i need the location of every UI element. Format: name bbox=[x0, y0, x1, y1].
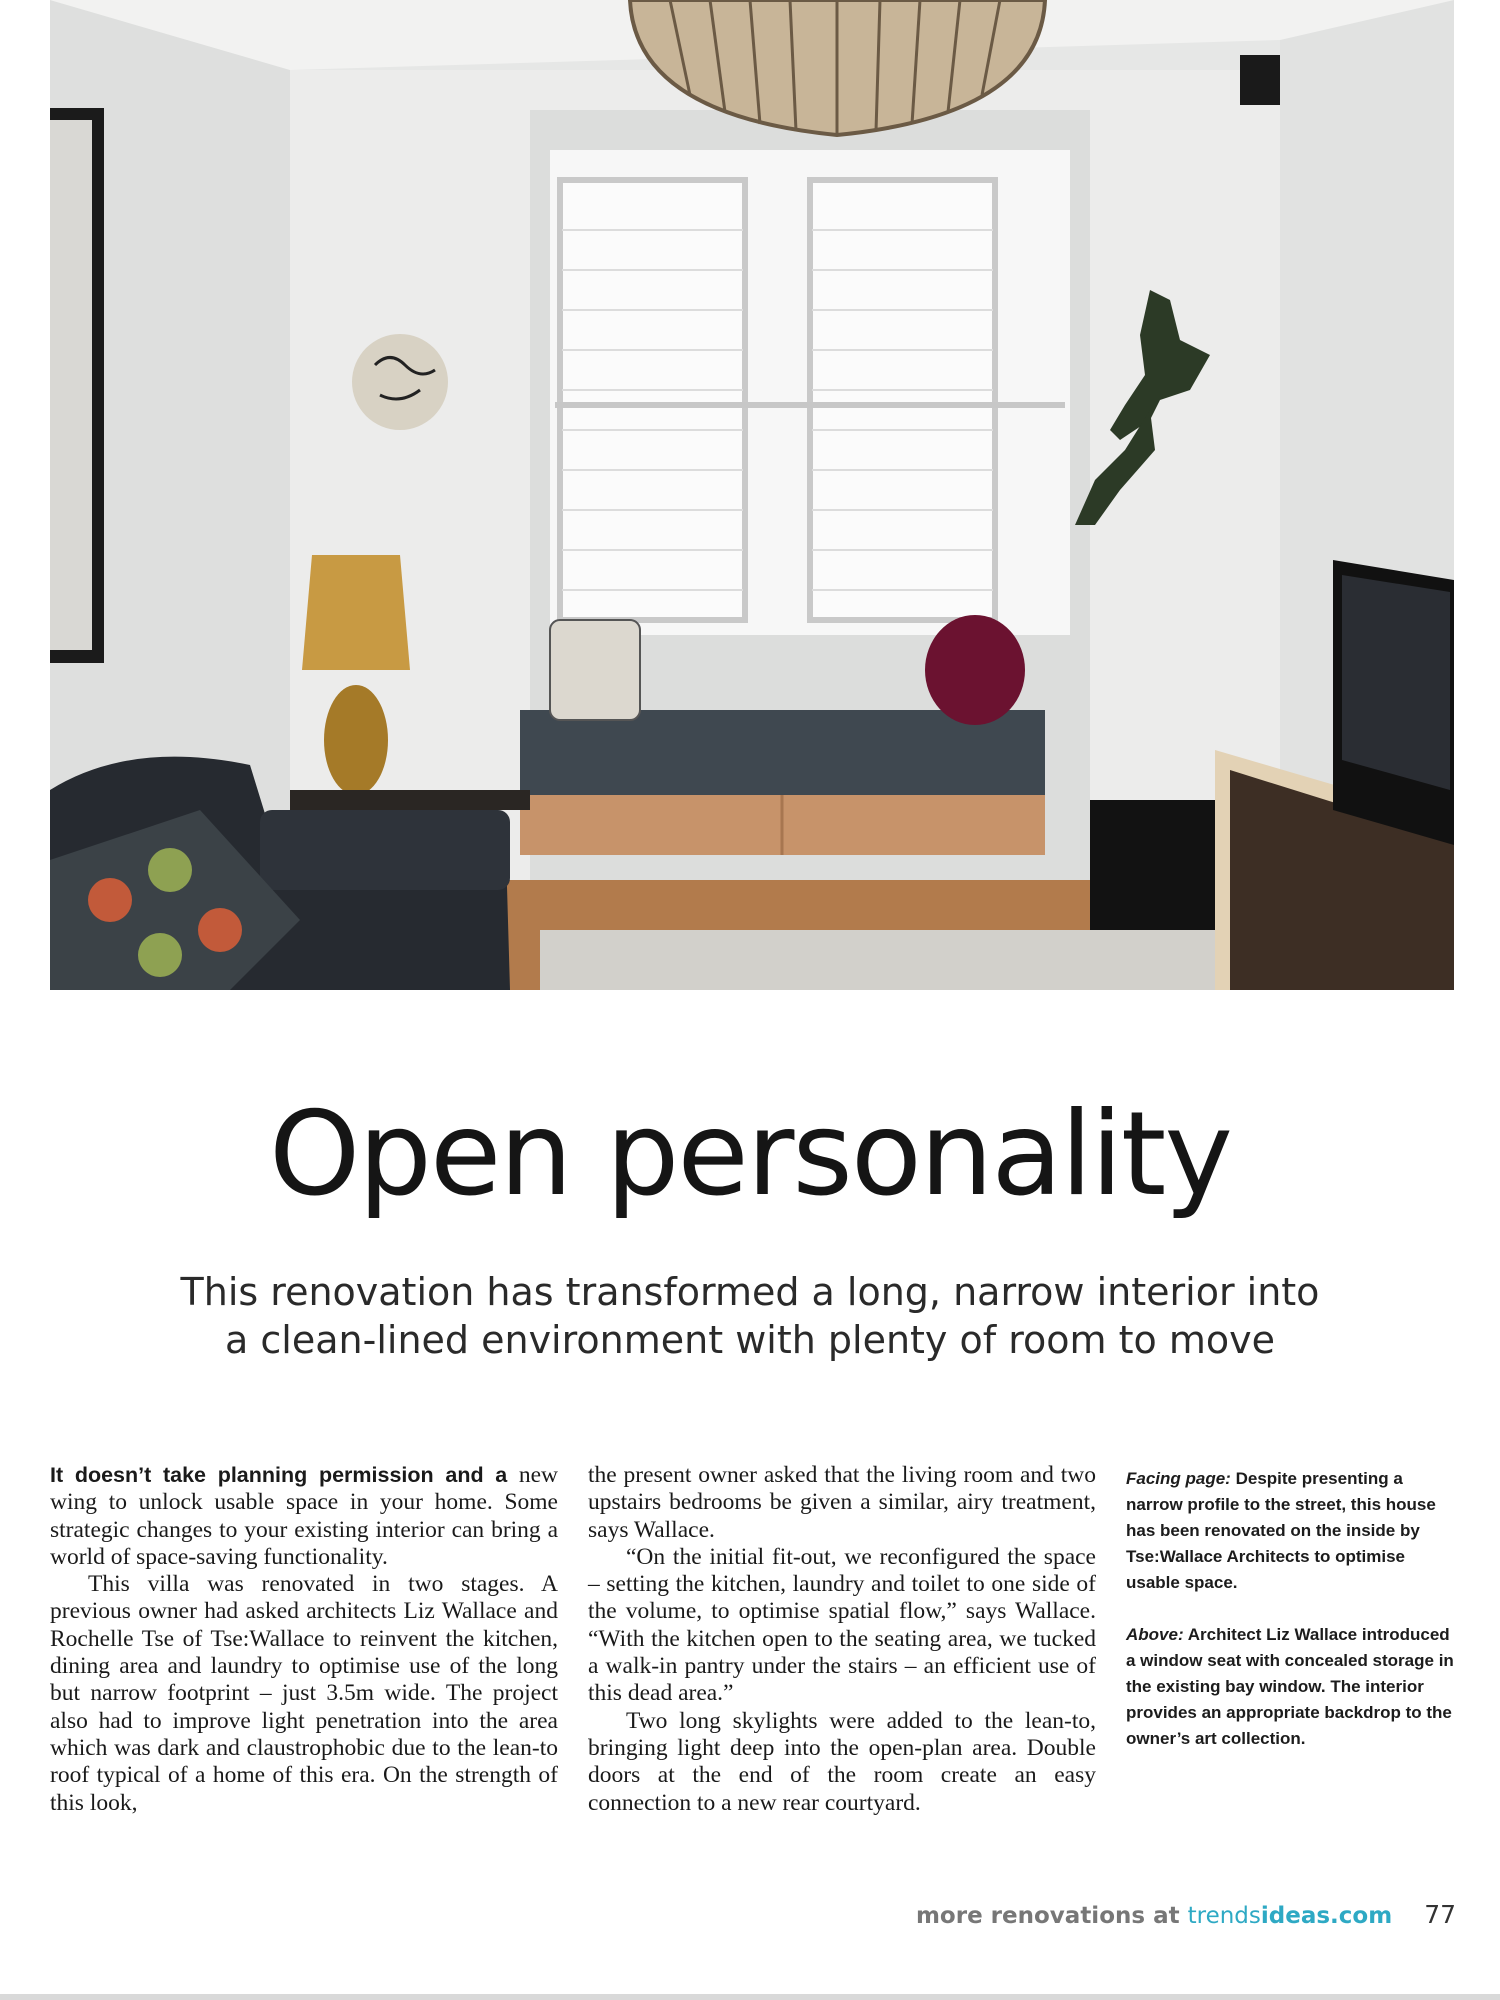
paragraph bbox=[50, 1462, 558, 1571]
photo-captions bbox=[1126, 1466, 1456, 1778]
caption-text: Architect Liz Wallace introduced a window seat with concealed storage in the existing bay window. The interior provides an appropriate backdrop to the owner’s art collection. bbox=[1126, 1625, 1454, 1748]
table-lamp bbox=[302, 555, 410, 670]
article-standfirst bbox=[150, 1268, 1350, 1364]
body-column-2 bbox=[588, 1462, 1096, 1817]
paragraph: Two long skylights were added to the lean-to, bringing light deep into the open-plan area. Double doors at the end of the room create an easy connection to a new rear courtyard. bbox=[588, 1707, 1096, 1816]
brand-part: .com bbox=[1330, 1903, 1393, 1929]
brand-part: ideas bbox=[1260, 1903, 1331, 1929]
article-title: Open personality bbox=[269, 1087, 1231, 1222]
subwoofer bbox=[1090, 800, 1215, 930]
hero-photo bbox=[50, 0, 1454, 990]
patterned-cushion bbox=[550, 620, 640, 720]
decorative-plate bbox=[352, 334, 448, 430]
paragraph: This villa was renovated in two stages. A previous owner had asked architects Liz Wallace and Rochelle Tse of Tse:Wallace to reinvent the kitchen, dining area and laundry to optimise use of the long but narrow footprint – just 3.5m wide. The project also had to improve light penetration into the area which was dark and claustrophobic due to the lean-to roof typical of a home of this era. On the strength of this look, bbox=[50, 1571, 558, 1816]
rug bbox=[540, 930, 1240, 990]
page-edge bbox=[0, 1994, 1500, 2000]
caption-text: Despite presenting a narrow profile to the street, this house has been renovated on the inside by Tse:Wallace Architects to optimise usable space. bbox=[1126, 1469, 1436, 1592]
side-table bbox=[290, 790, 530, 810]
caption-label: Facing page: bbox=[1126, 1469, 1231, 1488]
body-column-1 bbox=[50, 1462, 558, 1817]
website-link[interactable] bbox=[1188, 1903, 1393, 1929]
caption-label: Above: bbox=[1126, 1625, 1184, 1644]
paragraph: “On the initial fit-out, we reconfigured the space – setting the kitchen, laundry and toilet to one side of the volume, to optimise spatial flow,” says Wallace. “With the kitchen open to the seating area, we tucked a walk-in pantry under the stairs – an efficient use of this dead area.” bbox=[588, 1543, 1096, 1707]
caption-facing-page bbox=[1126, 1466, 1456, 1596]
page-number: 77 bbox=[1424, 1900, 1456, 1929]
burgundy-cushion bbox=[925, 615, 1025, 725]
paragraph: the present owner asked that the living room and two upstairs bedrooms be given a similar, airy treatment, says Wallace. bbox=[588, 1462, 1096, 1543]
living-room-illustration bbox=[50, 0, 1454, 990]
caption-above bbox=[1126, 1622, 1456, 1752]
brand-part: trends bbox=[1187, 1903, 1261, 1929]
page-footer bbox=[916, 1900, 1456, 1929]
footer-prefix: more renovations at bbox=[915, 1903, 1188, 1929]
standfirst-line-1: This renovation has transformed a long, narrow interior into bbox=[180, 1270, 1320, 1314]
wall-speaker bbox=[1240, 55, 1280, 105]
standfirst-line-2: a clean-lined environment with plenty of room to move bbox=[225, 1318, 1275, 1362]
paragraph-text: new wing to unlock usable space in your home. Some strategic changes to your existing interior can bring a world of space-saving functionality. bbox=[50, 1462, 559, 1570]
lead-in: It doesn’t take planning permission and a bbox=[50, 1463, 508, 1487]
